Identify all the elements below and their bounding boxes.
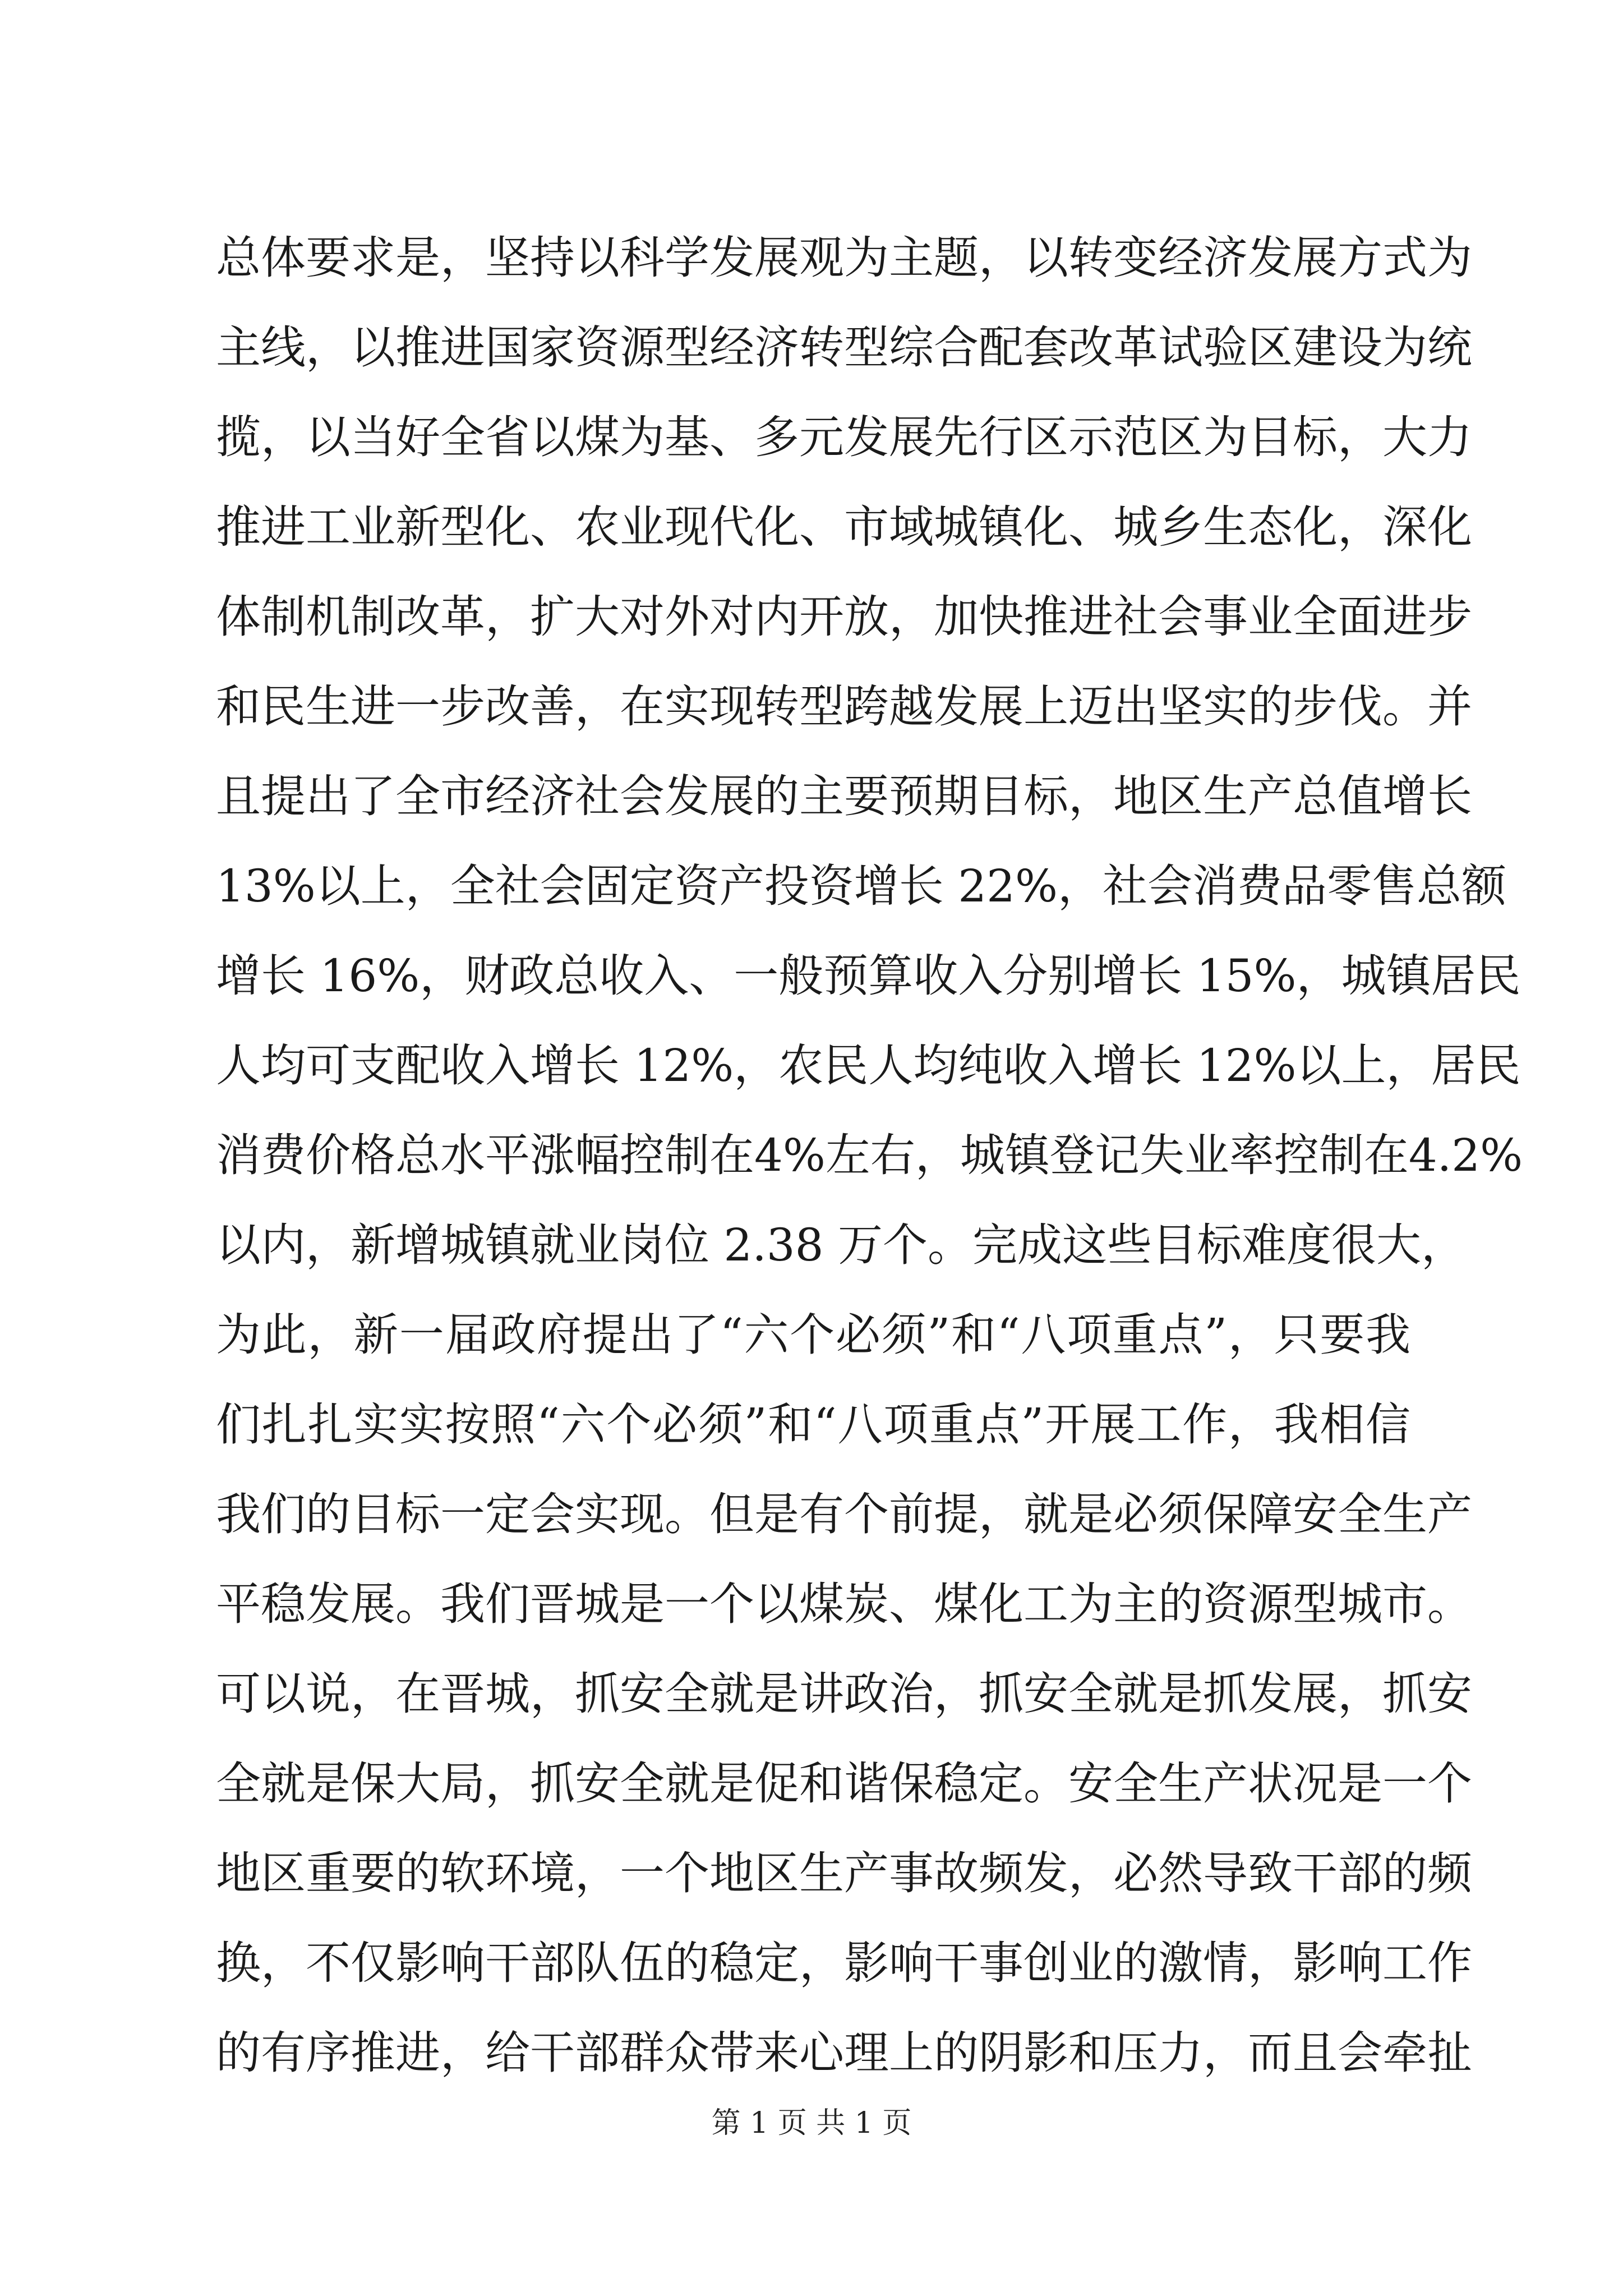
text-line: 总体要求是，坚持以科学发展观为主题，以转变经济发展方式为	[216, 232, 1472, 284]
text-line: 们扎扎实实按照“六个必须”和“八项重点”开展工作，我相信	[216, 1398, 1410, 1451]
text-line: 可以说，在晋城，抓安全就是讲政治，抓安全就是抓发展，抓安	[216, 1668, 1472, 1720]
text-line: 体制机制改革，扩大对外对内开放，加快推进社会事业全面进步	[216, 591, 1472, 643]
text-line: 以内，新增城镇就业岗位 2.38 万个。完成这些目标难度很大，	[216, 1219, 1466, 1271]
text-line: 为此，新一届政府提出了“六个必须”和“八项重点”，只要我	[216, 1309, 1410, 1361]
text-line: 全就是保大局，抓安全就是促和谐保稳定。安全生产状况是一个	[216, 1757, 1472, 1810]
text-line: 人均可支配收入增长 12%，农民人均纯收入增长 12%以上，居民	[216, 1039, 1521, 1092]
page-number-label: 第 1 页 共 1 页	[711, 2106, 912, 2140]
text-line: 且提出了全市经济社会发展的主要预期目标，地区生产总值增长	[216, 770, 1472, 822]
text-line: 13%以上，全社会固定资产投资增长 22%，社会消费品零售总额	[216, 860, 1507, 912]
text-line: 换，不仅影响干部队伍的稳定，影响干事创业的激情，影响工作	[216, 1937, 1472, 1989]
text-line: 主线，以推进国家资源型经济转型综合配套改革试验区建设为统	[216, 321, 1472, 374]
text-line: 推进工业新型化、农业现代化、市域城镇化、城乡生态化，深化	[216, 501, 1472, 553]
text-line: 和民生进一步改善，在实现转型跨越发展上迈出坚实的步伐。并	[216, 680, 1472, 733]
text-line: 增长 16%，财政总收入、一般预算收入分别增长 15%，城镇居民	[216, 950, 1521, 1002]
text-line: 平稳发展。我们晋城是一个以煤炭、煤化工为主的资源型城市。	[216, 1578, 1472, 1630]
page-footer	[0, 2101, 1623, 2146]
text-line: 的有序推进，给干部群众带来心理上的阴影和压力，而且会牵扯	[216, 2027, 1472, 2079]
text-line: 揽，以当好全省以煤为基、多元发展先行区示范区为目标，大力	[216, 411, 1472, 463]
text-line: 消费价格总水平涨幅控制在4%左右，城镇登记失业率控制在4.2%	[216, 1129, 1523, 1181]
text-line: 我们的目标一定会实现。但是有个前提，就是必须保障安全生产	[216, 1488, 1472, 1540]
text-line: 地区重要的软环境，一个地区生产事故频发，必然导致干部的频	[216, 1847, 1472, 1899]
